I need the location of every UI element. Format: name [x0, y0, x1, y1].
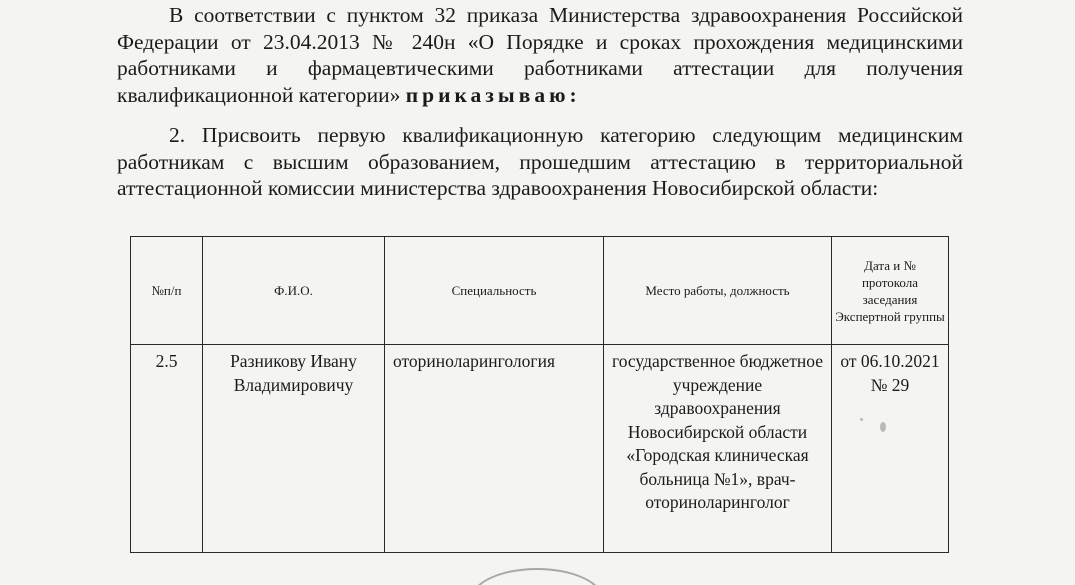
- assignment-paragraph: [117, 122, 963, 202]
- header-workplace: Место работы, должность: [604, 237, 832, 345]
- stamp-seal-partial: [470, 568, 604, 585]
- certification-table: [130, 236, 949, 553]
- preamble-text: В соответствии с пунктом 32 приказа Министерства здравоохранения Российской Федерации от 23.04.2013 № 240н «О Порядке и сроках прохождения медицинскими работниками и фармацевтическими работниками аттестации для получения квалификационной категории»: [117, 3, 963, 107]
- order-keyword: приказываю:: [405, 82, 581, 107]
- cell-workplace: государственное бюджетное учреждение здравоохранения Новосибирской области «Городская клиническая больница №1», врач-оториноларинголог: [604, 345, 832, 553]
- cell-number: 2.5: [131, 345, 203, 553]
- table-row: [131, 345, 949, 553]
- protocol-date: от 06.10.2021: [840, 351, 940, 371]
- header-full-name: Ф.И.О.: [203, 237, 385, 345]
- header-protocol: Дата и № протокола заседания Экспертной группы: [832, 237, 949, 345]
- table-header-row: [131, 237, 949, 345]
- header-specialty: Специальность: [385, 237, 604, 345]
- header-number: №п/п: [131, 237, 203, 345]
- preamble-paragraph: [117, 2, 963, 108]
- scan-speck: [860, 418, 863, 421]
- assignment-text: 2. Присвоить первую квалификационную категорию следующим медицинским работникам с высшим образованием, прошедшим аттестацию в территориальной аттестационной комиссии министерства здравоохранения Новосибирской области:: [117, 123, 963, 200]
- scan-speck: [880, 422, 886, 432]
- cell-full-name: Разникову Ивану Владимировичу: [203, 345, 385, 553]
- cell-specialty: оториноларингология: [385, 345, 604, 553]
- cell-protocol: [832, 345, 949, 553]
- protocol-number: № 29: [870, 374, 910, 395]
